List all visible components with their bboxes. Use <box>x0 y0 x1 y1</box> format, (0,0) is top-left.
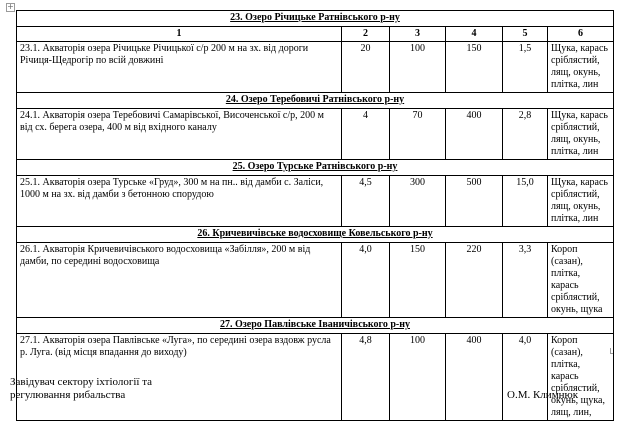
fish-species: Щука, карась сріблястий, лящ, окунь, плітка, лин <box>548 109 614 160</box>
fish-species: Короп (сазан), плітка, карась сріблястий, окунь, щука <box>548 243 614 318</box>
column-number: 6 <box>548 27 614 42</box>
section-header-row <box>17 227 614 243</box>
column-2-value: 4,8 <box>342 334 390 421</box>
column-4-value: 400 <box>446 109 503 160</box>
column-3-value: 150 <box>390 243 446 318</box>
column-4-value: 400 <box>446 334 503 421</box>
section-header-row <box>17 93 614 109</box>
fish-species: Щука, карась сріблястий, лящ, окунь, плітка, лин <box>548 176 614 227</box>
column-number: 2 <box>342 27 390 42</box>
column-number: 3 <box>390 27 446 42</box>
zone-description: 26.1. Акваторія Кричевичівського водосховища «Забілля», 200 м від дамби, по середині водосховища <box>17 243 342 318</box>
section-title: 25. Озеро Турське Ратнівського р-ну <box>17 160 614 176</box>
column-2-value: 4 <box>342 109 390 160</box>
column-5-value: 15,0 <box>503 176 548 227</box>
zone-description: 24.1. Акваторія озера Теребовичі Самарівської, Височенської с/р, 200 м від сх. берега озера, 400 м від вхідного каналу <box>17 109 342 160</box>
zone-description: 25.1. Акваторія озера Турське «Груд», 300 м на пн.. від дамби с. Заліси, 1000 м на зх. від дамби з бетонною спорудою <box>17 176 342 227</box>
table-row <box>17 109 614 160</box>
column-3-value: 300 <box>390 176 446 227</box>
section-header-row <box>17 11 614 27</box>
table-row <box>17 42 614 93</box>
zone-description: 27.1. Акваторія озера Павлівське «Луга», по середині озера вздовж русла р. Луга. (від місця впадання до виходу) <box>17 334 342 421</box>
zone-description: 23.1. Акваторія озера Річицьке Річицької с/р 200 м на зх. від дороги Річиця-Щедрогір по всій довжині <box>17 42 342 93</box>
signature-title-line-1: Завідувач сектору іхтіології та <box>10 376 153 388</box>
section-header-row <box>17 318 614 334</box>
column-3-value: 70 <box>390 109 446 160</box>
fish-species: Короп (сазан), плітка, карась сріблястий, окунь, щука, лящ, лин, <box>548 334 614 421</box>
column-number: 4 <box>446 27 503 42</box>
table-row <box>17 176 614 227</box>
table-resize-handle-icon[interactable] <box>610 348 613 354</box>
column-number: 1 <box>17 27 342 42</box>
column-4-value: 150 <box>446 42 503 93</box>
column-5-value: 1,5 <box>503 42 548 93</box>
table-move-handle-icon[interactable]: + <box>7 2 14 11</box>
column-2-value: 4,0 <box>342 243 390 318</box>
signature-position <box>10 376 152 402</box>
column-number: 5 <box>503 27 548 42</box>
column-3-value: 100 <box>390 42 446 93</box>
column-2-value: 20 <box>342 42 390 93</box>
section-header-row <box>17 160 614 176</box>
section-title: 26. Кричевичівське водосховище Ковельського р-ну <box>17 227 614 243</box>
signature-title-line-2: регулювання рибальства <box>10 389 126 401</box>
table-row <box>17 243 614 318</box>
column-5-value: 3,3 <box>503 243 548 318</box>
section-title: 23. Озеро Річицьке Ратнівського р-ну <box>17 11 614 27</box>
column-3-value: 100 <box>390 334 446 421</box>
fishing-zones-table <box>16 10 614 421</box>
column-4-value: 500 <box>446 176 503 227</box>
fish-species: Щука, карась сріблястий, лящ, окунь, плітка, лин <box>548 42 614 93</box>
column-number-header-row <box>17 27 614 42</box>
column-4-value: 220 <box>446 243 503 318</box>
column-5-value: 4,0 <box>503 334 548 421</box>
column-2-value: 4,5 <box>342 176 390 227</box>
column-5-value: 2,8 <box>503 109 548 160</box>
section-title: 24. Озеро Теребовичі Ратнівського р-ну <box>17 93 614 109</box>
section-title: 27. Озеро Павлівське Іваничівського р-ну <box>17 318 614 334</box>
signature-name: О.М. Климнюк <box>507 389 579 401</box>
